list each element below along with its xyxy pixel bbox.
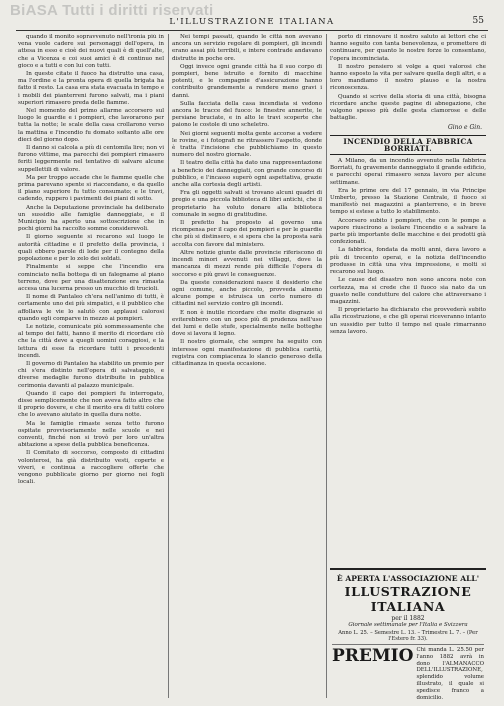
- column-2: [172, 34, 322, 698]
- subscription-year: per il 1882: [391, 615, 425, 622]
- paragraph: porto di rinnovare il nostro saluto ai lettori che ci hanno seguito con tanta benevolenza, e promettere di continuare, per quanto le nostre forze lo consentano, l'opera incominciata.: [330, 34, 486, 62]
- paragraph: Ma le famiglie rimaste senza tetto furono ospitate provvisoriamente nelle scuole e nei conventi, finché non si trovò per loro un'altra abitazione a spese della pubblica beneficenza.: [18, 420, 164, 449]
- subscription-title: È APERTA L'ASSOCIAZIONE ALL': [336, 574, 480, 583]
- column-3: [330, 34, 486, 566]
- paragraph: Finalmente si seppe che l'incendio era cominciato nella bottega di un falegname al piano terreno, dove per una disattenzione era rimasta accesa una lucerna presso un mucchio di trucioli.: [18, 264, 164, 292]
- paragraph: Il nostro pensiero si volge a quei valorosi che hanno esposto la vita per salvare quella degli altri, e a loro mandiamo il nostro plauso e la nostra riconoscenza.: [330, 63, 486, 92]
- paragraph: In queste citate il fuoco ha distrutto una casa, ma l'ordine e la pronta opera di quella brigata ha fatto il resto. La casa era stata evacuata in tempo e i mobili dei pianterreni furono salvati, ma i piani superiori rimasero preda delle fiamme.: [18, 71, 164, 106]
- paragraph: Da queste considerazioni nasce il desiderio che ogni comune, anche piccolo, provveda almeno alcune pompe e istruisca un certo numero di cittadini nel servizio contro gli incendi.: [172, 279, 322, 308]
- column-divider: [326, 34, 327, 698]
- paragraph: Il prefetto ha proposto al governo una ricompensa per il capo dei pompieri e per le guardie che più si distinsero, e si spera che la proposta sarà accolta con favore dal ministero.: [172, 220, 322, 248]
- column-1: [18, 34, 164, 698]
- subscription-notice: [330, 568, 486, 700]
- premio-word: PREMIO: [332, 646, 414, 666]
- paragraph: Il proprietario ha dichiarato che provvederà subito alla ricostruzione, e che gli operai riceveranno intanto un sussidio per tutto il tempo nel quale rimarranno senza lavoro.: [330, 307, 486, 335]
- paragraph: Accorsero subito i pompieri, che con le pompe a vapore riuscirono a isolare l'incendio e a salvare la parte più importante delle macchine e dei prodotti già confezionati.: [330, 217, 486, 246]
- paragraph: Il teatro della città ha dato una rappresentazione a beneficio dei danneggiati, con grande concorso di pubblico, e l'incasso superò ogni aspettativa, grazie anche alla cortesia degli artisti.: [172, 160, 322, 189]
- paragraph: Il governo di Pantaleo ha stabilito un premio per chi s'era distinto nell'opera di salvataggio, e diverse medaglie furono distribuite in pubblica cerimonia davanti al palazzo municipale.: [18, 360, 164, 389]
- paragraph: Quando il capo dei pompieri fu interrogato, disse semplicemente che non aveva fatto altro che il proprio dovere, e che il merito era di tutti coloro che lo avevano aiutato in quella dura notte.: [18, 390, 164, 419]
- paragraph: Nei tempi passati, quando le città non avevano ancora un servizio regolare di pompieri, gli incendi erano assai più terribili, e intere contrade andavano distrutte in poche ore.: [172, 34, 322, 62]
- paragraph: Nel momento del primo allarme accorsero sul luogo le guardie e i pompieri, che lavorarono per tutta la notte; le scale della casa crollarono verso la mattina e l'incendio fu domato soltanto alle ore dieci del giorno dopo.: [18, 108, 164, 143]
- paragraph: Nei giorni seguenti molta gente accorse a vedere le rovine, e i fotografi ne ritrassero l'aspetto, donde è tratta l'incisione che pubblichiamo in questo numero del nostro giornale.: [172, 130, 322, 159]
- column-3-bottom: [330, 158, 486, 336]
- section-title: INCENDIO DELLA FABBRICA BORRIATI.: [330, 135, 486, 155]
- paragraph: Quando si scrive della storia di una città, bisogna ricordare anche queste pagine di abnegazione, che valgono spesso più delle gesta clamorose e delle battaglie.: [330, 93, 486, 122]
- column-divider: [168, 34, 169, 698]
- watermark: BiASA Tutti i diritti riservati: [10, 2, 214, 19]
- paragraph: Altre notizie giunte dalle provincie riferiscono di incendi minori avvenuti nei villaggi, dove la mancanza di mezzi rende più difficile l'opera di soccorso e più gravi le conseguenze.: [172, 249, 322, 278]
- subscription-journal: ILLUSTRAZIONE ITALIANA: [344, 584, 472, 614]
- paragraph: Oggi invece ogni grande città ha il suo corpo di pompieri, bene istruito e fornito di macchine potenti, e le compagnie d'assicurazione hanno contribuito grandemente a rendere meno gravi i danni.: [172, 63, 322, 99]
- paragraph: E non è inutile ricordare che molte disgrazie si eviterebbero con un poco più di prudenza nell'uso dei lumi e delle stufe, specialmente nelle botteghe dove si lavora il legno.: [172, 309, 322, 338]
- paragraph: Il danno si calcola a più di centomila lire; non vi furono vittime, ma parecchi dei pompieri rimasero feriti leggermente nel tentativo di salvare alcune suppellettili di valore.: [18, 145, 164, 173]
- paragraph: Le cause del disastro non sono ancora note con certezza, ma si crede che il fuoco sia nato da un guasto nelle condutture del calore che attraversano i magazzini.: [330, 277, 486, 305]
- premio-block: [332, 644, 484, 701]
- paragraph: Era le prime ore del 17 gennaio, in via Principe Umberto, presso la Stazione Centrale, il fuoco si manifestò nei magazzini a pianterreno, e in breve tempo si estese a tutto lo stabilimento.: [330, 187, 486, 216]
- paragraph: Le notizie, comunicate più sommessamente che al tempo dei fatti, hanno il merito di ricordare ciò che la città deve a quegli uomini coraggiosi, e la lettura di esse fa ricordare tutti i precedenti incendi.: [18, 323, 164, 359]
- premio-text: Chi manda L. 25.50 per l'anno 1882 avrà in dono l'ALMANACCO DELL'ILLUSTRAZIONE, splendido volume illustrato, il quale si spedisce franco a domicilio.: [416, 647, 484, 701]
- subscription-subtitle: Giornale settimanale per l'Italia e Svizzera: [348, 622, 468, 628]
- paragraph: Il nome di Pantaleo ch'era nell'animo di tutti, è certamente uno dei più simpatici, e il pubblico che affollava le vie lo salutò con applausi calorosi quando egli comparve in mezzo ai pompieri.: [18, 294, 164, 322]
- subscription-prices: Anno L. 25. – Semestre L. 13. – Trimestre L. 7. – (Per l'Estero fr. 33).: [338, 630, 478, 642]
- publication-title: L'ILLUSTRAZIONE ITALIANA: [169, 17, 335, 27]
- paragraph: A Milano, da un incendio avvenuto nella fabbrica Borriati, fu gravemente danneggiato il grande edificio, e parecchi operai rimasero senza lavoro per alcune settimane.: [330, 158, 486, 186]
- paragraph: Ma per troppo accade che le fiamme quelle che prima parevano spente si riaccendano, e da quello il piano superiore fu tutto consumato; e le travi, cadendo, ruppero i pavimenti dei piani di sotto.: [18, 174, 164, 203]
- page-number: 55: [472, 16, 484, 26]
- paragraph: Il Comitato di soccorso, composto di cittadini volonterosi, ha già distribuito vesti, coperte e viveri, e continua a raccogliere offerte che vengono pubblicate giorno per giorno nei fogli locali.: [18, 450, 164, 486]
- paragraph: Sulla facciata della casa incendiata si vedono ancora le tracce del fuoco: le finestre annerite, le persiane bruciate, e in alto le travi scoperte che paiono le costole di uno scheletro.: [172, 100, 322, 129]
- paragraph: Anche la Deputazione provinciale ha deliberato un sussidio alle famiglie danneggiate, e il Municipio ha aperto una sottoscrizione che in pochi giorni ha raccolto somme considerevoli.: [18, 204, 164, 233]
- column-3-top: [330, 34, 486, 122]
- paragraph: Il giorno seguente si recarono sul luogo le autorità cittadine e il prefetto della provincia, i quali ebbero parole di lode per il contegno della popolazione e per lo zelo dei soldati.: [18, 234, 164, 263]
- paragraph: Il nostro giornale, che sempre ha seguito con interesse ogni manifestazione di pubblica carità, registra con compiacenza lo slancio generoso della cittadinanza in questa occasione.: [172, 339, 322, 367]
- article-signature: Gino e Gin.: [447, 124, 482, 132]
- paragraph: La fabbrica, fondata da molti anni, dava lavoro a più di trecento operai, e la notizia dell'incendio produsse in città una viva impressione, e molti si recarono sul luogo.: [330, 247, 486, 276]
- paragraph: quando il monito sopravvenuto nell'ironia più in vena vuole cadere sui personaggi dell'opera, in attesa in esso e cioè dei nuovi quali è di quell'alte, che a Vicenza e coi suoi amici è di continuo nel gioco e a tutti e con lui con tutti.: [18, 34, 164, 69]
- paragraph: Fra gli oggetti salvati si trovano alcuni quadri di pregio e una piccola biblioteca di libri antichi, che il proprietario ha voluto donare alla biblioteca comunale in segno di gratitudine.: [172, 190, 322, 218]
